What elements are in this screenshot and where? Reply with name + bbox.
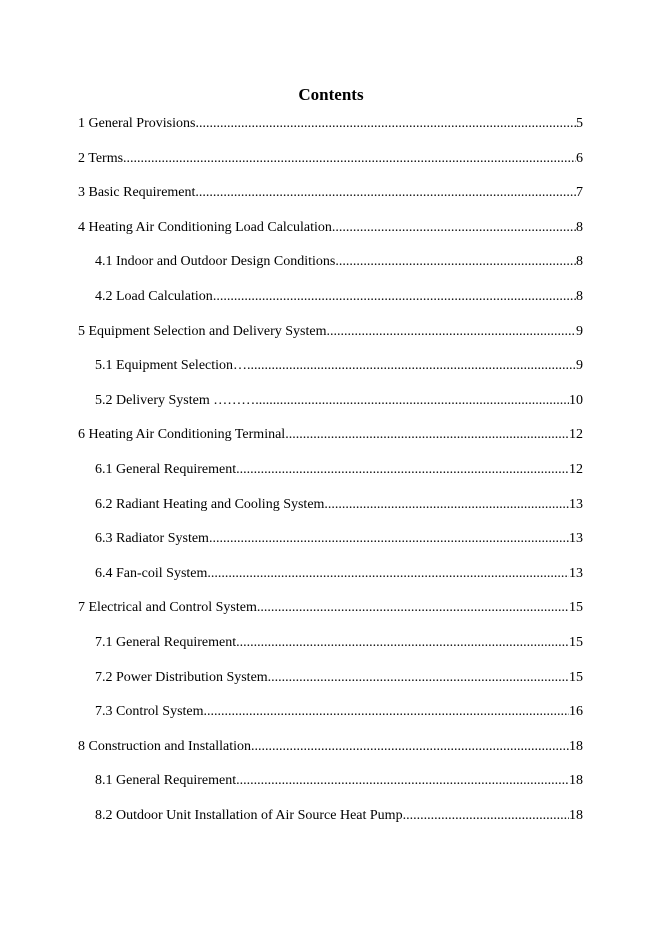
toc-page-number: 13: [569, 565, 583, 581]
toc-page-number: 15: [569, 600, 583, 616]
toc-entry-label: 5.2 Delivery System ………: [95, 392, 256, 408]
toc-page-number: 13: [569, 531, 583, 547]
toc-page-number: 8: [576, 289, 583, 304]
toc-dot-leader: [123, 148, 576, 170]
toc-page-number: 7: [576, 185, 583, 201]
toc-entry[interactable]: [78, 321, 583, 343]
toc-entry[interactable]: [95, 770, 583, 792]
toc-entry-label: 6.2 Radiant Heating and Cooling System: [95, 496, 325, 512]
toc-entry[interactable]: [78, 597, 583, 619]
toc-page-number: 15: [569, 635, 583, 650]
toc-entry-label: 6.4 Fan-coil System: [95, 565, 208, 581]
toc-entry-label: 2 Terms: [78, 150, 124, 166]
toc-entry-label: 4.1 Indoor and Outdoor Design Conditions: [95, 254, 336, 270]
toc-dot-leader: [324, 494, 569, 516]
toc-page-number: 12: [569, 427, 583, 443]
toc-dot-leader: [285, 424, 569, 446]
toc-entry-label: 7 Electrical and Control System: [78, 600, 257, 616]
toc-entry[interactable]: [95, 701, 583, 723]
toc-entry[interactable]: [95, 528, 583, 550]
toc-entry[interactable]: [95, 494, 583, 516]
toc-entry[interactable]: [95, 251, 583, 273]
toc-page-number: 15: [569, 669, 583, 685]
contents-title: Contents: [298, 85, 364, 104]
toc-page-number: 8: [576, 219, 583, 235]
toc-dot-leader: [195, 182, 576, 204]
toc-entry[interactable]: [95, 805, 583, 827]
toc-entry-label: 6.1 General Requirement: [95, 462, 237, 477]
toc-page-number: 18: [569, 808, 583, 823]
toc-page-number: 6: [576, 150, 583, 166]
toc-dot-leader: [257, 597, 569, 619]
toc-entry-label: 8.1 General Requirement: [95, 773, 237, 789]
toc-page-number: 8: [576, 254, 583, 270]
toc-entry-label: 8 Construction and Installation: [78, 738, 252, 754]
toc-entry[interactable]: [78, 148, 583, 170]
toc-dot-leader: [326, 321, 576, 343]
toc-page-number: 18: [569, 738, 583, 754]
toc-entry[interactable]: [95, 355, 583, 377]
toc-page-number: 18: [569, 773, 583, 789]
toc-dot-leader: [332, 217, 576, 239]
toc-entry[interactable]: [78, 113, 583, 135]
toc-entry-label: 1 General Provisions: [78, 116, 196, 131]
toc-entry[interactable]: [78, 182, 583, 204]
toc-entry[interactable]: [95, 563, 583, 585]
toc-entry-label: 4.2 Load Calculation: [95, 289, 213, 304]
toc-page-number: 10: [569, 392, 583, 408]
toc-dot-leader: [268, 667, 569, 689]
toc-entry[interactable]: [78, 424, 583, 446]
toc-page-number: 16: [569, 704, 583, 720]
toc-dot-leader: [213, 286, 576, 308]
toc-page-number: 12: [569, 462, 583, 477]
toc-dot-leader: [204, 701, 569, 723]
toc-entry-label: 6 Heating Air Conditioning Terminal: [78, 427, 286, 443]
toc-page-number: 13: [569, 496, 583, 512]
toc-dot-leader: [195, 113, 576, 135]
toc-entry[interactable]: [78, 736, 583, 758]
toc-dot-leader: [247, 355, 576, 377]
toc-entry[interactable]: [95, 632, 583, 654]
toc-entry-label: 7.2 Power Distribution System: [95, 669, 268, 685]
toc-dot-leader: [236, 770, 569, 792]
toc-dot-leader: [209, 528, 569, 550]
toc-entry-label: 8.2 Outdoor Unit Installation of Air Source Heat Pump: [95, 808, 403, 823]
toc-entry-label: 7.3 Control System: [95, 704, 204, 720]
toc-entry[interactable]: [78, 217, 583, 239]
toc-entry[interactable]: [95, 459, 583, 481]
toc-page-number: 9: [576, 323, 583, 339]
toc-entry-label: 3 Basic Requirement: [78, 185, 196, 201]
toc-page-number: 5: [576, 116, 583, 131]
toc-entry[interactable]: [95, 390, 583, 412]
toc-entry[interactable]: [95, 667, 583, 689]
toc-dot-leader: [251, 736, 569, 758]
toc-entry-label: 5 Equipment Selection and Delivery System: [78, 323, 327, 339]
toc-dot-leader: [236, 459, 569, 481]
toc-entry-label: 4 Heating Air Conditioning Load Calculation: [78, 219, 332, 235]
toc-dot-leader: [207, 563, 569, 585]
toc-entry-label: 6.3 Radiator System: [95, 531, 209, 547]
toc-dot-leader: [403, 805, 569, 827]
toc-entry[interactable]: [95, 286, 583, 308]
toc-dot-leader: [255, 390, 569, 412]
toc-page-number: 9: [576, 358, 583, 374]
toc-dot-leader: [335, 251, 576, 273]
toc-entry-label: 5.1 Equipment Selection…: [95, 358, 248, 374]
toc-entry-label: 7.1 General Requirement: [95, 635, 237, 650]
toc-dot-leader: [236, 632, 569, 654]
